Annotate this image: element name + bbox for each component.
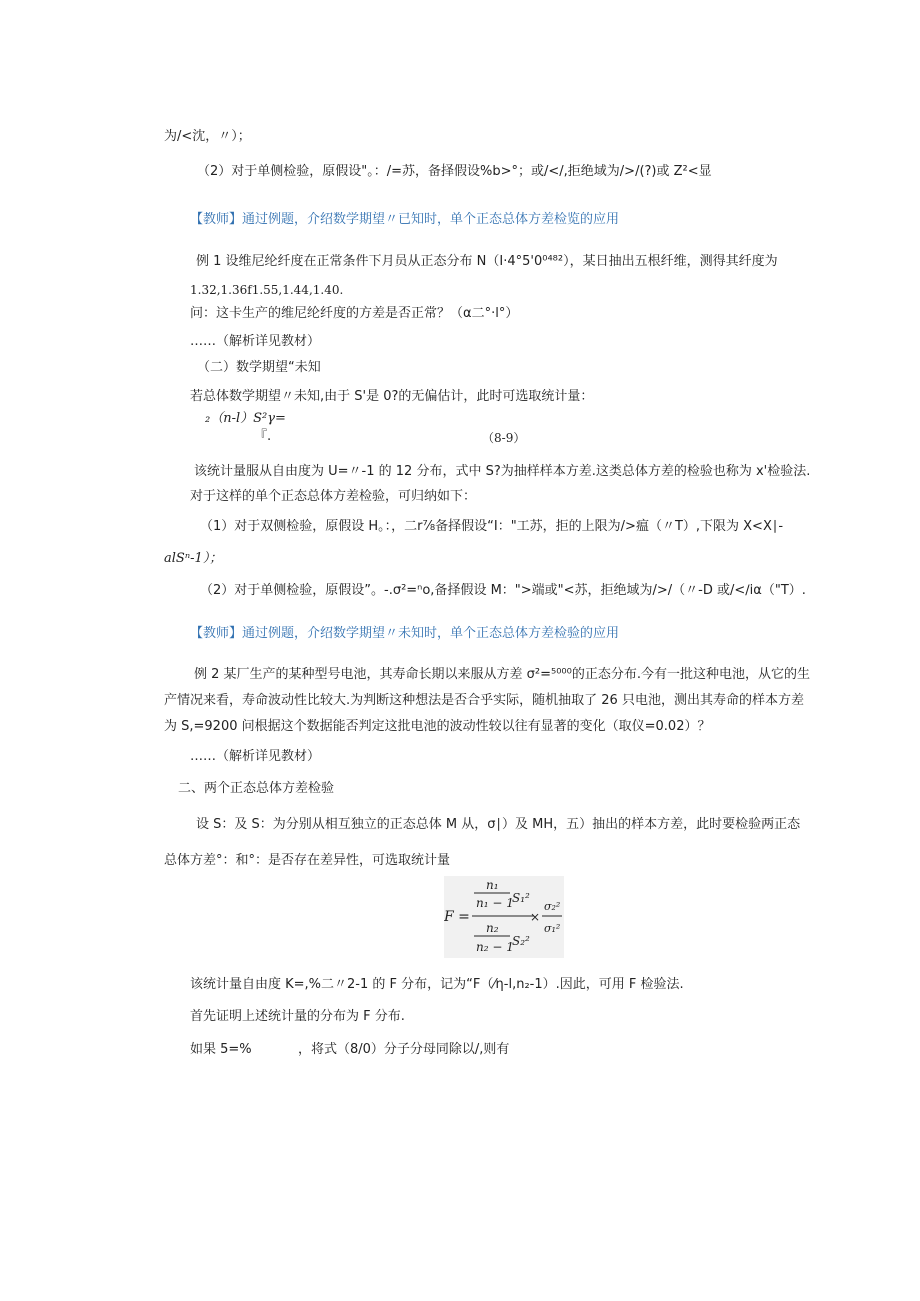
text-line: 总体方差°：和°：是否存在差异性，可选取统计量 — [164, 853, 451, 868]
formula-times: × — [530, 910, 541, 924]
formula-n2-minus-1: n₂ − 1 — [476, 940, 514, 954]
formula-n2: n₂ — [486, 921, 499, 935]
formula-n1-minus-1: n₁ − 1 — [476, 896, 514, 910]
example-1-text: 例 1 设维尼纶纤度在正常条件下月员从正态分布 N（I·4°5'0⁰⁴⁸²），某日抽出五根纤维，测得其纤度为 — [196, 254, 778, 269]
text-line: 为/<沈，〃）； — [164, 129, 251, 144]
teacher-note: 【教师】通过例题，介绍数学期望〃未知时，单个正态总体方差检验的应用 — [190, 626, 620, 641]
solution-note: ……（解析详见教材） — [190, 749, 321, 764]
text-line: （1）对于双侧检验，原假设 H。：，二r⅞备择假设“I："工苏，拒的上限为/>瘟（〃T）,下限为 X<X∣- — [200, 519, 784, 534]
formula-sigma2: σ₂² — [544, 900, 561, 913]
section-heading: 二、两个正态总体方差检验 — [178, 781, 335, 796]
solution-note: ……（解析详见教材） — [190, 334, 321, 349]
formula-s1: S₁² — [512, 891, 530, 905]
f-statistic-svg — [444, 876, 564, 958]
text-line: （2）对于单侧检验，原假设"。：/=苏，备择假设%b>°；或/</,拒绝域为/>/(?)或 Z²<显 — [197, 164, 712, 179]
f-statistic-formula — [444, 876, 564, 958]
formula-s2: S₂² — [512, 934, 530, 948]
example-2-text: 产情况来看，寿命波动性比较大.为判断这种想法是否合乎实际，随机抽取了 26 只电池，测出其寿命的样本方差 — [164, 693, 804, 708]
example-2-text: 例 2 某厂生产的某种型号电池，其寿命长期以来服从方差 σ²=⁵⁰⁰⁰的正态分布.今有一批这种电池，从它的生 — [194, 667, 810, 682]
formula-fragment: 『. — [254, 429, 272, 444]
example-1-question: 问：这卡生产的维尼纶纤度的方差是否正常？（α二°·l°） — [190, 306, 519, 321]
text-line: 该统计量服从自由度为 U=〃-1 的 12 分布，式中 S?为抽样样本方差.这类总体方差的检验也称为 x'检验法. — [194, 464, 811, 479]
text-line: 如果 5=% — [190, 1042, 252, 1057]
formula-n1: n₁ — [486, 878, 499, 892]
section-heading: （二）数学期望“未知 — [197, 360, 321, 375]
text-line: （2）对于单侧检验，原假设”。-.σ²=ⁿo,备择假设 M：">端或"<苏，拒绝域为/>/（〃-D 或/<∕iα（"T）. — [200, 583, 806, 598]
statistic-formula: ₂（n-l）S²γ= — [205, 411, 286, 426]
text-line: ，将式（8/0）分子分母同除以/,则有 — [298, 1042, 510, 1057]
text-line: 若总体数学期望〃未知,由于 S'是 0?的无偏估计，此时可选取统计量： — [190, 389, 594, 404]
text-line: alSⁿ-1）； — [164, 551, 223, 566]
formula-sigma1: σ₁² — [544, 922, 561, 935]
teacher-note: 【教师】通过例题，介绍数学期望〃已知时，单个正态总体方差检览的应用 — [190, 212, 620, 227]
example-2-text: 为 S,=9200 问根据这个数据能否判定这批电池的波动性较以往有显著的变化（取仪=0.02）？ — [164, 719, 711, 734]
formula-lhs: F = — [444, 909, 470, 925]
example-1-data: 1.32,1.36f1.55,1.44,1.40. — [190, 283, 344, 297]
equation-number: （8-9） — [482, 431, 526, 445]
text-line: 首先证明上述统计量的分布为 F 分布. — [190, 1009, 405, 1024]
text-line: 对于这样的单个正态总体方差检验，可归纳如下： — [190, 489, 477, 504]
text-line: 该统计量自由度 K=,%二〃2-1 的 F 分布，记为“F（⁄η-l,n₂-1）.因此，可用 F 检验法. — [190, 977, 684, 992]
text-line: 设 S：及 S：为分别从相互独立的正态总体 M 从，σ∣）及 MH，五）抽出的样本方差，此时要检验两正态 — [196, 817, 801, 832]
